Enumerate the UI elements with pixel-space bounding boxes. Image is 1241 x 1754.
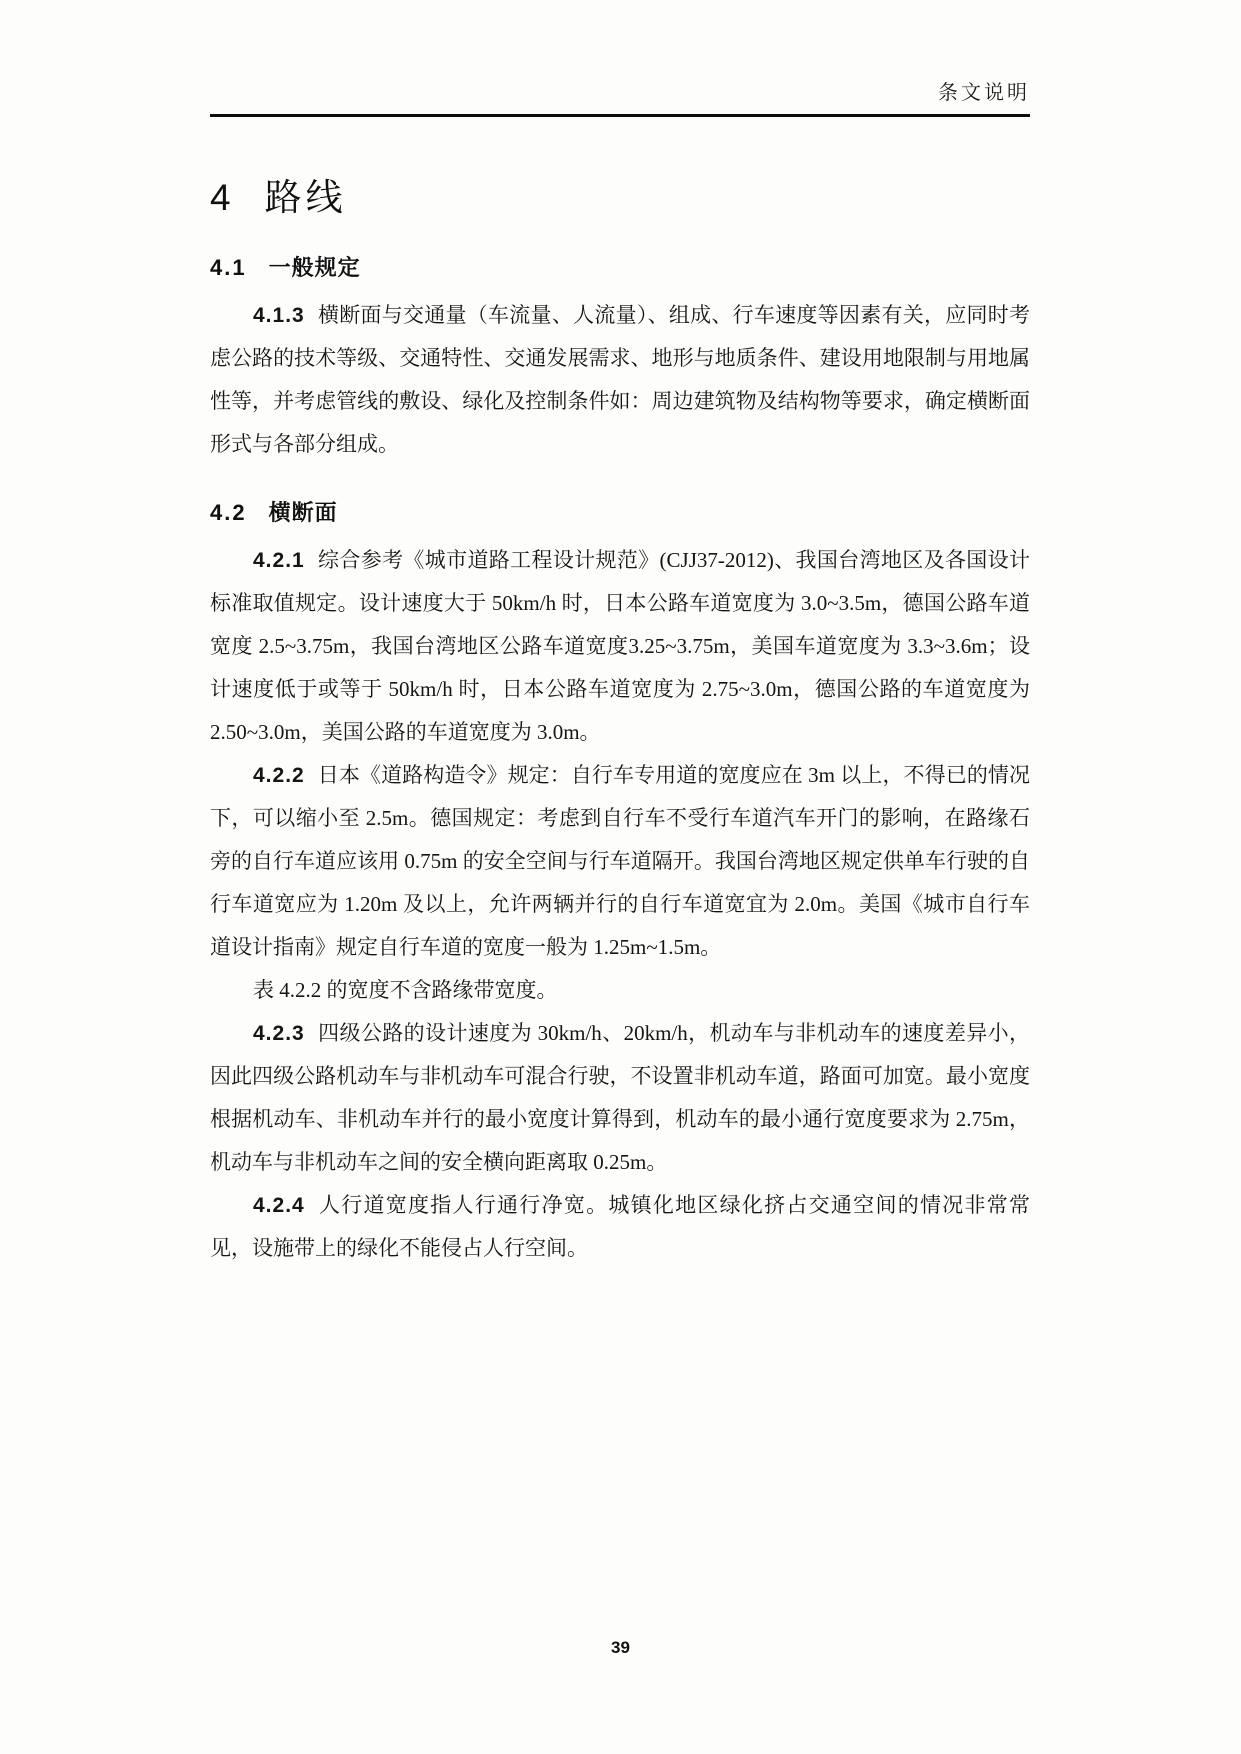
- clause-text: 人行道宽度指人行通行净宽。城镇化地区绿化挤占交通空间的情况非常常见，设施带上的绿化不能侵占人行空间。: [210, 1193, 1030, 1260]
- clause-text: 综合参考《城市道路工程设计规范》(CJJ37-2012)、我国台湾地区及各国设计标准取值规定。设计速度大于 50km/h 时，日本公路车道宽度为 3.0~3.5m，德国公路车道宽度 2.5~3.75m，我国台湾地区公路车道宽度3.25~3.75m，美国车道宽度为 3.3~3.6m；设计速度低于或等于 50km/h 时，日本公路车道宽度为 2.75~3.0m，德国公路的车道宽度为 2.50~3.0m，美国公路的车道宽度为 3.0m。: [210, 548, 1030, 744]
- clause-number: 4.1.3: [253, 304, 305, 327]
- page-number: 39: [611, 1638, 630, 1657]
- clause-text: 表 4.2.2 的宽度不含路缘带宽度。: [253, 978, 558, 1002]
- header-rule: [210, 114, 1030, 117]
- clause-number: 4.2.1: [253, 549, 305, 572]
- section-heading-4-2: [210, 496, 1030, 527]
- clause-text: 日本《道路构造令》规定：自行车专用道的宽度应在 3m 以上，不得已的情况下，可以缩小至 2.5m。德国规定：考虑到自行车不受行车道汽车开门的影响，在路缘石旁的自行车道应该用 0.75m 的安全空间与行车道隔开。我国台湾地区规定供单车行驶的自行车道宽应为 1.20m 及以上，允许两辆并行的自行车道宽宜为 2.0m。美国《城市自行车道设计指南》规定自行车道的宽度一般为 1.25m~1.5m。: [210, 763, 1030, 959]
- section-number: 4.1: [210, 255, 247, 280]
- running-header: [210, 0, 1030, 105]
- clause-number: 4.2.2: [253, 764, 305, 787]
- clause-number: 4.2.4: [253, 1194, 305, 1217]
- clause-number: 4.2.3: [253, 1022, 305, 1045]
- chapter-number: 4: [210, 177, 231, 218]
- paragraph-4-2-4: [210, 1184, 1030, 1270]
- chapter-title-text: 路线: [264, 178, 347, 219]
- paragraph-4-2-3: [210, 1012, 1030, 1184]
- section-number: 4.2: [210, 500, 247, 525]
- clause-text: 横断面与交通量（车流量、人流量）、组成、行车速度等因素有关，应同时考虑公路的技术等级、交通特性、交通发展需求、地形与地质条件、建设用地限制与用地属性等，并考虑管线的敷设、绿化及控制条件如：周边建筑物及结构物等要求，确定横断面形式与各部分组成。: [210, 303, 1030, 456]
- section-title: 横断面: [268, 500, 338, 525]
- paragraph-4-2-2: [210, 754, 1030, 969]
- running-header-text: 条文说明: [938, 82, 1030, 104]
- paragraph-table-note: [210, 969, 1030, 1012]
- chapter-title: [210, 167, 1030, 221]
- clause-text: 四级公路的设计速度为 30km/h、20km/h，机动车与非机动车的速度差异小，因此四级公路机动车与非机动车可混合行驶，不设置非机动车道，路面可加宽。最小宽度根据机动车、非机动车并行的最小宽度计算得到，机动车的最小通行宽度要求为 2.75m，机动车与非机动车之间的安全横向距离取 0.25m。: [210, 1021, 1030, 1174]
- paragraph-4-2-1: [210, 539, 1030, 754]
- section-title: 一般规定: [268, 255, 361, 280]
- page-footer: [0, 1638, 1241, 1658]
- text-column: [210, 0, 1030, 1270]
- paragraph-4-1-3: [210, 294, 1030, 466]
- section-heading-4-1: [210, 251, 1030, 282]
